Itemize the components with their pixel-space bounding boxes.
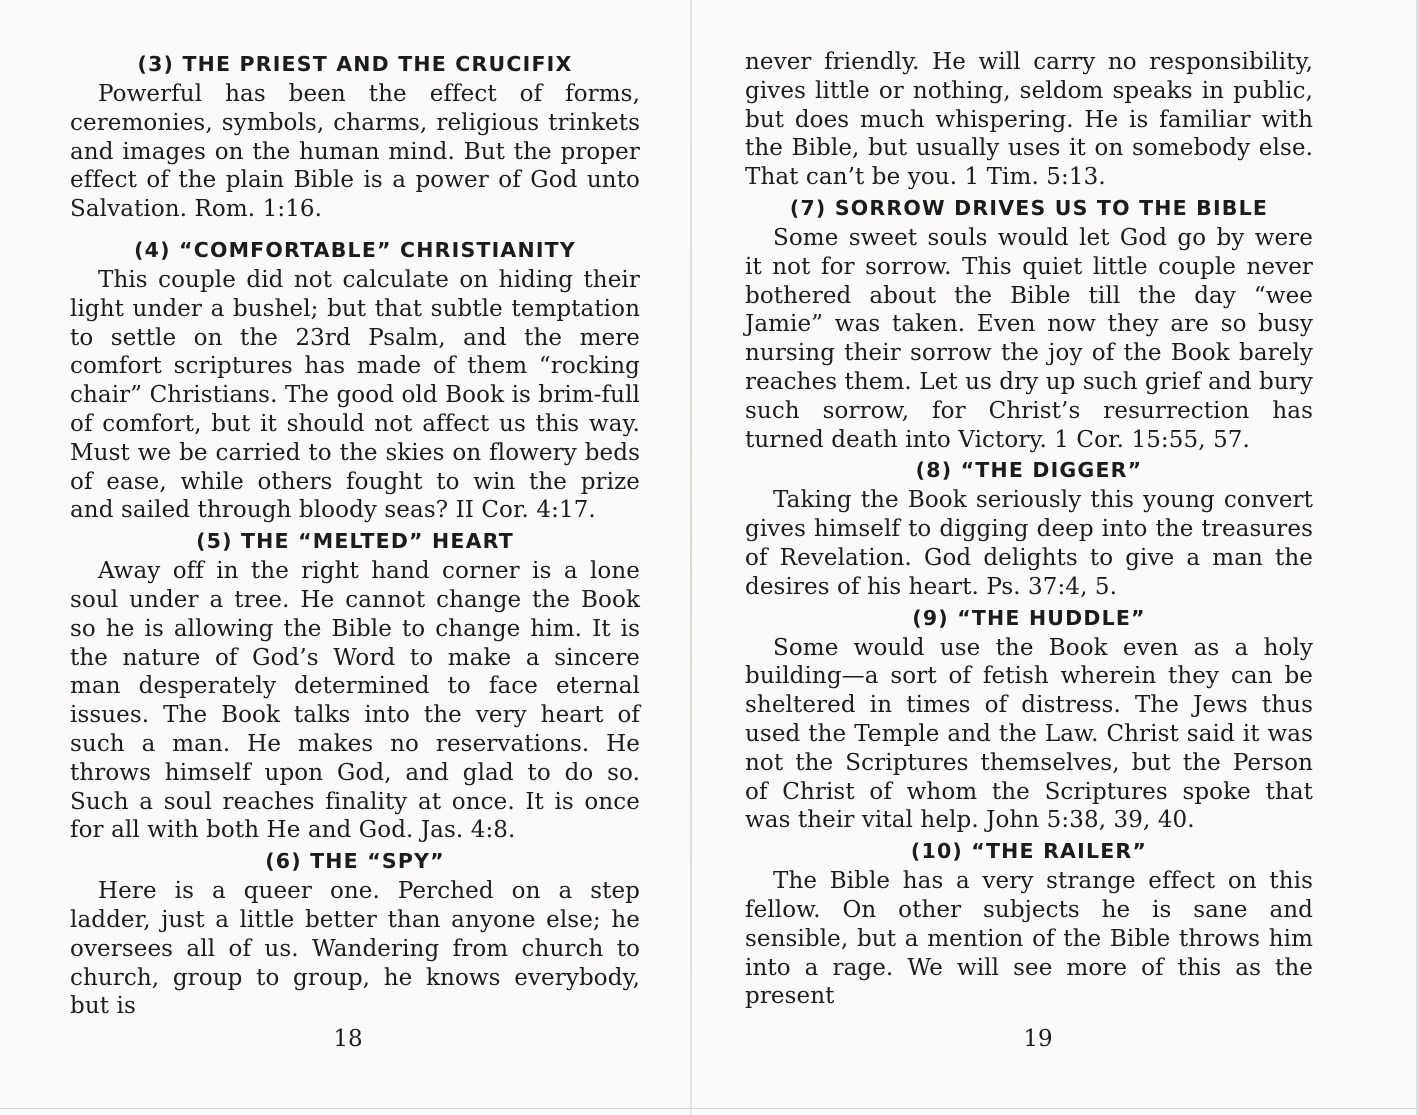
section-body-7: Some sweet souls would let God go by were it not for sorrow. This quiet little couple never bothered about the Bible till the day “wee Jamie” was taken. Even now they are so busy nursing their sorrow the joy of the Book barely reaches them. Let us dry up such grief and bury such sorrow, for Christ’s resurrection has turned death into Victory. 1 Cor. 15:55, 57. — [745, 224, 1313, 453]
section-heading-6: (6) THE “SPY” — [265, 849, 445, 874]
section-heading-9: (9) “THE HUDDLE” — [912, 605, 1146, 630]
right-page — [745, 48, 1313, 1011]
page-number-left: 18 — [333, 1026, 363, 1052]
section-body-9: Some would use the Book even as a holy building—a sort of fetish wherein they can be sheltered in times of distress. The Jews thus used the Temple and the Law. Christ said it was not the Scriptures themselves, but the Person of Christ of whom the Scriptures spoke that was their vital help. John 5:38, 39, 40. — [745, 634, 1313, 834]
section-body-5: Away off in the right hand corner is a lone soul under a tree. He cannot change the Book so he is allowing the Bible to change him. It is the nature of God’s Word to make a sincere man desperately determined to face eternal issues. The Book talks into the very heart of such a man. He makes no reservations. He throws himself upon God, and glad to do so. Such a soul reaches finality at once. It is once for all with both He and God. Jas. 4:8. — [70, 558, 640, 844]
page-number-right: 19 — [1023, 1026, 1053, 1052]
section-body-8: Taking the Book seriously this young convert gives himself to digging deep into the treasures of Revelation. God delights to give a man the desires of his heart. Ps. 37:4, 5. — [745, 487, 1313, 600]
section-heading-4: (4) “COMFORTABLE” CHRISTIANITY — [134, 237, 576, 262]
section-body-4: This couple did not calculate on hiding their light under a bushel; but that subtle temptation to settle on the 23rd Psalm, and the mere comfort scriptures has made of them “rocking chair” Christians. The good old Book is brim-full of comfort, but it should not affect us this way. Must we be carried to the skies on flowery beds of ease, while others fought to win the prize and sailed through bloody seas? II Cor. 4:17. — [70, 266, 640, 524]
section-heading-3: (3) THE PRIEST AND THE CRUCIFIX — [137, 52, 573, 76]
section-heading-10: (10) “THE RAILER” — [910, 839, 1148, 864]
book-gutter — [690, 0, 692, 1115]
left-page — [70, 48, 640, 1021]
section-heading-5: (5) THE “MELTED” HEART — [196, 529, 514, 554]
page-bottom-edge — [0, 1108, 1419, 1109]
section-body-10: The Bible has a very strange effect on this fellow. On other subjects he is sane and sensible, but a mention of the Bible throws him into a rage. We will see more of this as the present — [745, 868, 1313, 1010]
section-heading-7: (7) SORROW DRIVES US TO THE BIBLE — [789, 195, 1269, 220]
continued-text: never friendly. He will carry no responsibility, gives little or nothing, seldom speaks in public, but does much whispering. He is familiar with the Bible, but usually uses it on somebody else. That can’t be you. 1 Tim. 5:13. — [745, 49, 1313, 191]
section-body-3: Powerful has been the effect of forms, ceremonies, symbols, charms, religious trinkets and images on the human mind. But the proper effect of the plain Bible is a power of God unto Salvation. Rom. 1:16. — [70, 81, 640, 223]
section-body-6: Here is a queer one. Perched on a step ladder, just a little better than anyone else; he oversees all of us. Wandering from church to church, group to group, he knows everybody, but is — [70, 878, 640, 1020]
section-heading-8: (8) “THE DIGGER” — [915, 458, 1143, 483]
